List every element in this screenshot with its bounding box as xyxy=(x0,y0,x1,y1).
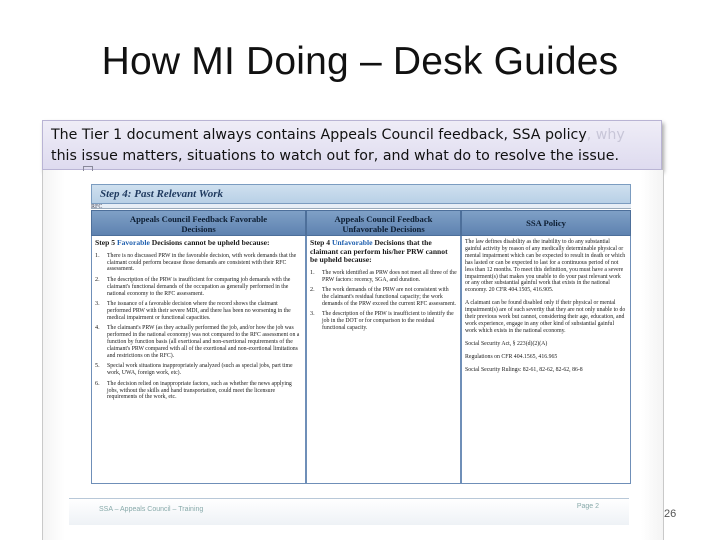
policy-list xyxy=(465,239,627,374)
policy-paragraph: A claimant can be found disabled only if their physical or mental impairment(s) are of such severity that they are not only unable to do their previous work but cannot, considering their age, education, and work experience, engage in any other kind of substantial gainful work which exists in the national economy. xyxy=(465,300,626,334)
slide-title: How MI Doing – Desk Guides xyxy=(101,40,619,83)
favorable-lead-pre: Step 5 xyxy=(95,238,117,247)
list-item-text: The decision relied on inappropriate factors, such as whether the news applying jobs, without the skills and hand transportation, could meet the licensure requirements of the work, etc. xyxy=(107,380,292,401)
header-subbar xyxy=(91,204,631,209)
list-item-number: 2. xyxy=(95,275,100,283)
document-footer xyxy=(69,498,629,525)
footer-right-text: Page 2 xyxy=(576,503,599,510)
list-item-number: 6. xyxy=(95,379,100,387)
list-item-text: Special work situations inappropriately analyzed (such as special jobs, part time work, UWA, foreign work, etc). xyxy=(107,363,293,377)
policy-paragraph: Regulations on CFR 404.1565, 416.965 xyxy=(465,353,558,360)
list-item xyxy=(95,363,302,377)
list-item-text: The work identified as PRW does not meet all three of the PRW factors: recency, SGA, and duration. xyxy=(322,269,457,283)
document-screenshot xyxy=(42,170,664,540)
unfavorable-lead-highlight: Unfavorable xyxy=(331,238,373,247)
list-item xyxy=(95,253,302,274)
callout-text-faded: , why xyxy=(586,127,625,143)
list-item-number: 2. xyxy=(310,286,315,294)
list-item-text: The work demands of the PRW are not consistent with the claimant's residual functional capacity; the work demands of the PRW exceed the current RFC assessment. xyxy=(322,287,456,307)
list-item-number: 1. xyxy=(95,251,100,259)
column-header-unfavorable: Appeals Council Feedback Unfavorable Decisions xyxy=(306,210,461,236)
list-item xyxy=(95,325,302,360)
rfc-mark: RFC xyxy=(91,204,103,210)
favorable-list xyxy=(95,253,302,402)
list-item xyxy=(95,301,302,322)
unfavorable-lead-pre: Step 4 xyxy=(310,238,332,247)
list-item-text: The description of the PRW is insufficient to identify the job in the DOT or for comparison to the residual functional capacity. xyxy=(322,311,454,332)
footer-left-text: SSA – Appeals Council – Training xyxy=(99,506,204,513)
list-item-number: 3. xyxy=(95,300,100,308)
list-item-number: 5. xyxy=(95,362,100,370)
unfavorable-lead-post: Decisions that the claimant can perform his/her PRW cannot be upheld because: xyxy=(310,238,448,265)
favorable-lead-post: Decisions cannot be upheld because: xyxy=(149,238,270,247)
list-item xyxy=(310,311,457,332)
callout-text-line2: this issue matters, situations to watch out for, and what do to resolve the issue. xyxy=(51,148,619,164)
policy-paragraph: Social Security Act, § 223(d)(2)(A) xyxy=(465,340,548,347)
policy-paragraph: Social Security Rulings: 82-61, 82-62, 82-62, 86-8 xyxy=(465,366,583,373)
pin-mark xyxy=(83,166,93,171)
desk-guide-document xyxy=(91,184,631,484)
step-header: Step 4: Past Relevant Work xyxy=(91,184,631,204)
favorable-lead xyxy=(95,239,302,248)
list-item-number: 4. xyxy=(95,324,100,332)
list-item-text: The description of the PRW is insufficient for comparing job demands with the claimant's functional demands of the occupation as generally performed in the national economy to the RFC assessment. xyxy=(107,276,291,297)
list-item-number: 1. xyxy=(310,268,315,276)
column-favorable xyxy=(91,236,306,484)
right-strip xyxy=(641,170,663,540)
list-item xyxy=(310,287,457,308)
column-header-policy: SSA Policy xyxy=(461,210,631,236)
list-item xyxy=(310,270,457,284)
list-item-text: The issuance of a favorable decision where the record shows the claimant performed PRW with their severe MDI, and there has been no worsening in the medical impairment or functional capacities. xyxy=(107,301,291,321)
list-item xyxy=(95,381,302,402)
list-item xyxy=(95,277,302,298)
callout-text: The Tier 1 document always contains Appeals Council feedback, SSA policy xyxy=(51,127,587,143)
list-item-text: The claimant's PRW (as they actually performed the job, and/or how the job was performed in the national economy) was not compared to the RFC assessment on a function by function basis (all exertional and non-exertional requirements of the claimant's PRW compared with all of the exertional and non-exertional limitations and restrictions on the RFC). xyxy=(107,325,300,359)
unfavorable-list xyxy=(310,270,457,332)
callout-box xyxy=(42,120,662,170)
list-item-number: 3. xyxy=(310,310,315,318)
list-item-text: There is no discussed PRW in the favorable decision, with work demands that the claimant could perform because those demands are consistent with their RFC assessment. xyxy=(107,252,297,273)
favorable-lead-highlight: Favorable xyxy=(116,238,150,247)
left-strip xyxy=(43,170,65,540)
column-unfavorable xyxy=(306,236,461,484)
column-header-favorable: Appeals Council Feedback Favorable Decisions xyxy=(91,210,306,236)
unfavorable-lead xyxy=(310,239,457,265)
page-number: 26 xyxy=(664,508,677,520)
column-policy xyxy=(461,236,631,484)
policy-paragraph: The law defines disability as the inability to do any substantial gainful activity by reason of any medically determinable physical or mental impairment which can be expected to result in death or which has lasted or can be expected to last for a continuous period of not less than 12 months. To meet this definition, you must have a severe impairment(s) that makes you unable to do your past relevant work or any other substantial gainful work that exists in the national economy. 20 CFR 404.1505, 416.905. xyxy=(465,239,626,294)
